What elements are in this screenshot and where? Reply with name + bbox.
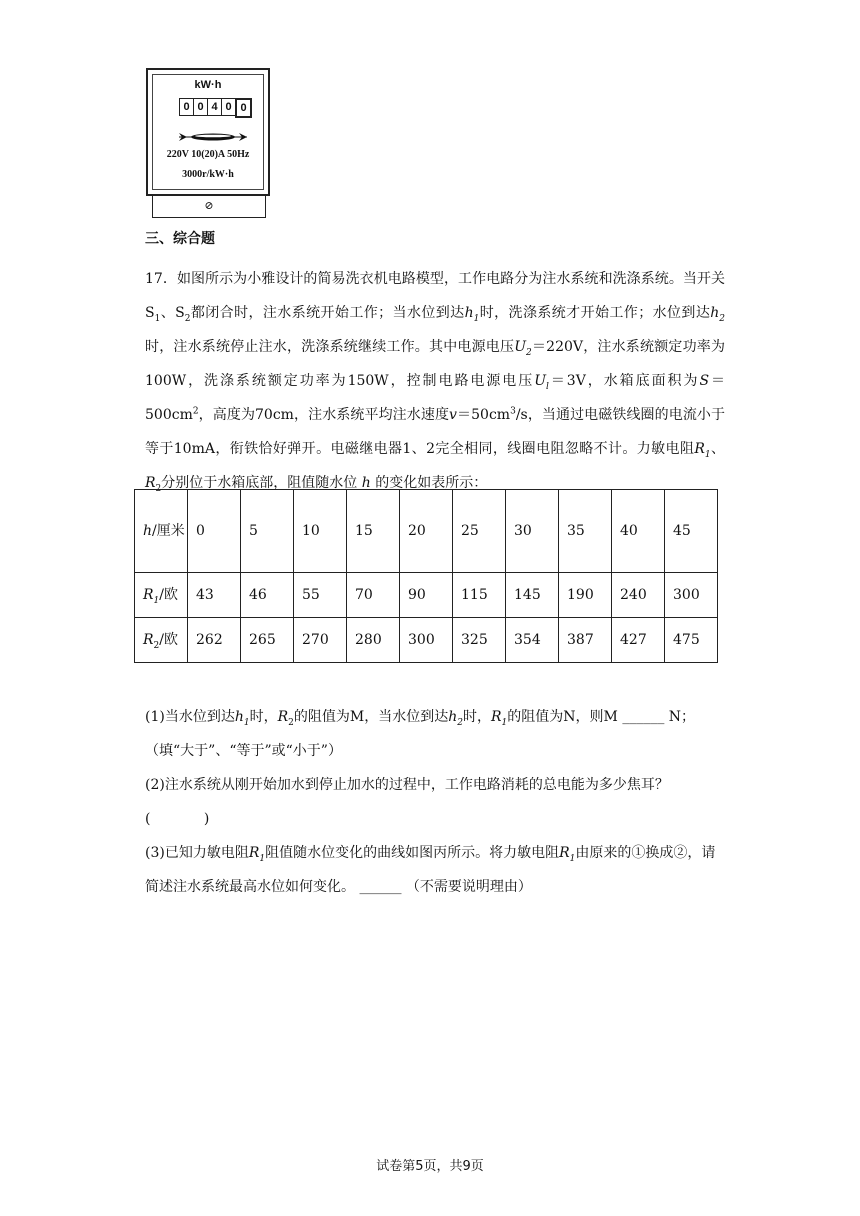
var-velocity: v	[449, 407, 457, 423]
table-cell: 145	[506, 573, 559, 618]
table-cell: 70	[347, 573, 400, 618]
meter-body	[146, 68, 270, 196]
table-row-height	[135, 490, 718, 573]
subscript: 1	[473, 313, 480, 324]
subscript: 1	[153, 595, 160, 606]
meter-face	[152, 74, 264, 190]
var-u2: U	[514, 339, 527, 355]
table-cell: 300	[665, 573, 718, 618]
problem-text: 时，洗涤系统才开始工作；水位到达	[479, 305, 711, 321]
subscript: 1	[569, 853, 576, 864]
meter-rotating-disk	[177, 131, 249, 143]
meter-digit: 4	[207, 98, 222, 116]
var-r1: R	[248, 845, 260, 861]
question-text: 时，	[463, 709, 491, 725]
problem-text: 如图所示为小雅设计的简易洗衣机电路模型，工作电路分为注水系统和洗涤系统。当开关	[176, 271, 725, 287]
answer-blank-text: 由原来的①换成②，请简述注水系统最高水位如何变化。 ______ （不需要说明理由）	[145, 845, 716, 895]
question-2: (2)注水系统从刚开始加水到停止加水的过程中，工作电路消耗的总电能为多少焦耳？	[145, 777, 669, 793]
question-2-answer-blank: ( )	[145, 811, 210, 827]
subscript: 2	[155, 483, 162, 494]
table-cell: 475	[665, 618, 718, 663]
switch-s2: S	[175, 305, 185, 321]
problem-paragraph	[145, 262, 725, 500]
sub-questions	[145, 700, 725, 904]
table-cell: 46	[241, 573, 294, 618]
table-cell: 265	[241, 618, 294, 663]
table-header-cell	[135, 573, 188, 618]
var-r1: R	[694, 441, 705, 457]
table-cell: 300	[400, 618, 453, 663]
table-cell: 190	[559, 573, 612, 618]
resistance-table	[134, 489, 718, 663]
table-cell: 325	[453, 618, 506, 663]
page-footer: 试卷第5页，共9页	[376, 1159, 484, 1174]
table-cell: 40	[612, 490, 665, 573]
table-cell: 35	[559, 490, 612, 573]
header-unit: /欧	[159, 587, 178, 603]
switch-s1: S	[145, 305, 155, 321]
separator: 、	[710, 441, 726, 457]
table-cell: 387	[559, 618, 612, 663]
subscript: 1	[259, 853, 266, 864]
table-cell: 5	[241, 490, 294, 573]
table-cell: 10	[294, 490, 347, 573]
problem-text: 分别位于水箱底部，阻值随水位	[161, 475, 358, 491]
subscript: 2	[153, 640, 160, 651]
table-cell: 0	[188, 490, 241, 573]
table-cell: 240	[612, 573, 665, 618]
table-cell: 115	[453, 573, 506, 618]
var-r: R	[143, 632, 154, 648]
meter-unit-label: kW·h	[194, 79, 222, 91]
question-text: 的阻值为M，当水位到达	[293, 709, 449, 725]
var-h2: h	[448, 709, 458, 725]
subscript: 2	[184, 313, 191, 324]
subscript: l	[546, 381, 549, 392]
meter-digit: 0	[179, 98, 194, 116]
question-text: 时，	[249, 709, 278, 725]
problem-text: ＝500cm	[145, 373, 725, 423]
section-heading: 三、综合题	[145, 231, 215, 247]
header-unit: /欧	[159, 632, 178, 648]
var-h1: h	[464, 305, 474, 321]
problem-text: 时，注水系统停止注水，洗涤系统继续工作。其中电源电压	[145, 339, 515, 355]
question-text: 阻值随水位变化的曲线如图丙所示。将力敏电阻	[265, 845, 560, 861]
header-unit: /厘米	[152, 523, 185, 539]
var-h2: h	[710, 305, 720, 321]
table-cell: 55	[294, 573, 347, 618]
subscript: 1	[154, 313, 161, 324]
terminal-screw-icon: ⊘	[204, 199, 214, 212]
subscript: 1	[501, 717, 508, 728]
meter-terminal-base	[152, 196, 266, 218]
table-cell: 427	[612, 618, 665, 663]
subscript: 1	[704, 449, 711, 460]
electricity-meter-figure	[146, 68, 274, 220]
var-r: R	[143, 587, 154, 603]
subscript: 2	[719, 313, 726, 324]
table-cell: 270	[294, 618, 347, 663]
problem-text: ＝3V，水箱底面积为	[548, 373, 700, 389]
problem-text: ＝50cm	[456, 407, 511, 423]
problem-text: ＝220V，注水系统额定功率为100W，洗涤系统额定功率为150W，控制电路电源电压	[145, 339, 726, 389]
meter-digit: 0	[221, 98, 236, 116]
table-cell: 30	[506, 490, 559, 573]
answer-blank-text: 的阻值为N，则M ______ N；（填“大于”、“等于”或“小于”）	[145, 709, 696, 759]
table-cell: 43	[188, 573, 241, 618]
subscript: 1	[243, 717, 250, 728]
var-area: S	[699, 373, 710, 389]
question-text: (3)已知力敏电阻	[145, 845, 249, 861]
question-1	[145, 700, 725, 768]
table-cell: 45	[665, 490, 718, 573]
subscript: 2	[457, 717, 463, 728]
table-cell: 354	[506, 618, 559, 663]
subscript: 2	[526, 347, 532, 358]
var-h: h	[143, 523, 153, 539]
superscript: 2	[192, 406, 199, 417]
meter-digit: 0	[193, 98, 208, 116]
meter-spec-label: 220V 10(20)A 50Hz	[166, 149, 250, 160]
problem-text: 的变化如表所示：	[375, 475, 488, 491]
separator: 、	[160, 305, 176, 321]
meter-digit-display	[179, 98, 251, 116]
table-header-cell	[135, 490, 188, 573]
var-h1: h	[234, 709, 244, 725]
problem-17-statement	[145, 262, 725, 500]
question-text: (1)当水位到达	[145, 709, 235, 725]
table-cell: 90	[400, 573, 453, 618]
var-h: h	[361, 475, 371, 491]
table-row-r2	[135, 618, 718, 663]
table-cell: 25	[453, 490, 506, 573]
var-r2: R	[277, 709, 289, 725]
var-r1: R	[491, 709, 502, 725]
subscript: 2	[288, 717, 294, 728]
table-cell: 262	[188, 618, 241, 663]
table-cell: 280	[347, 618, 400, 663]
problem-number: 17．	[145, 271, 177, 287]
problem-text: ，高度为70cm，注水系统平均注水速度	[198, 407, 450, 423]
table-header-cell	[135, 618, 188, 663]
var-u1: U	[534, 373, 547, 389]
problem-text: 都闭合时，注水系统开始工作；当水位到达	[190, 305, 465, 321]
question-3	[145, 836, 725, 904]
problem-text: /s，当通过电磁铁线圈的电流小于等于10mA，衔铁恰好弹开。电磁继电器1、2完全相同，线圈电阻忽略不计。力敏电阻	[145, 407, 725, 457]
superscript: 3	[510, 406, 516, 417]
var-r2: R	[145, 475, 156, 491]
table-cell: 20	[400, 490, 453, 573]
table-cell: 15	[347, 490, 400, 573]
meter-constant-label: 3000r/kW·h	[182, 169, 234, 180]
meter-digit-decimal: 0	[235, 98, 252, 118]
table-row-r1	[135, 573, 718, 618]
var-r1: R	[559, 845, 570, 861]
